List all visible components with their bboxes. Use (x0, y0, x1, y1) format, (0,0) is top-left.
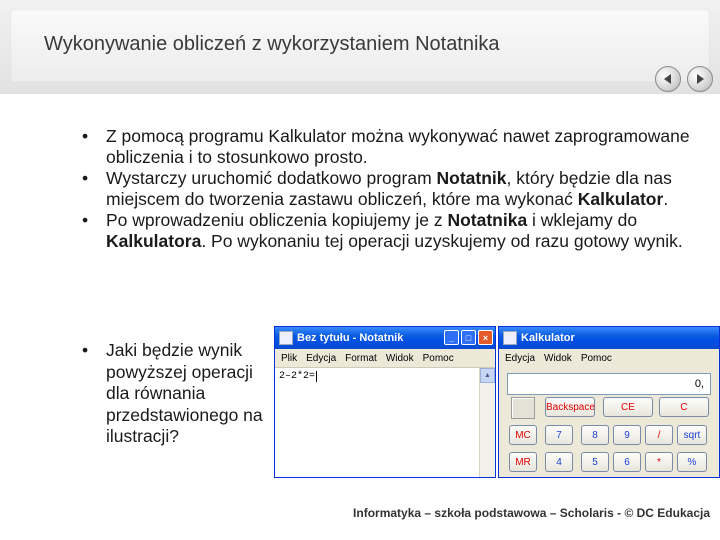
calculator-display: 0, (507, 373, 711, 395)
close-button[interactable]: × (478, 330, 493, 345)
digit-7-button[interactable]: 7 (545, 425, 573, 445)
minimize-button[interactable]: _ (444, 330, 459, 345)
arrow-left-icon (661, 72, 675, 86)
memory-clear-button[interactable]: MC (509, 425, 537, 445)
menu-view[interactable]: Widok (544, 352, 572, 364)
next-slide-button[interactable] (687, 66, 713, 92)
bullet-dot: • (82, 340, 89, 360)
slide-title: Wykonywanie obliczeń z wykorzystaniem Notatnika (44, 33, 500, 55)
memory-indicator (511, 397, 535, 419)
bullet-item: • Wystarczy uruchomić dodatkowo program Notatnik, który będzie dla nas miejscem do tworzenia zastawu obliczeń, które ma wykonać Kalkulator. (82, 168, 672, 209)
notepad-menubar (275, 349, 495, 368)
percent-button[interactable]: % (677, 452, 707, 472)
question-bullet (78, 340, 268, 448)
slide-footer: Informatyka – szkoła podstawowa – Scholaris - © DC Edukacja (353, 506, 710, 520)
digit-4-button[interactable]: 4 (545, 452, 573, 472)
vertical-scrollbar[interactable] (479, 368, 495, 477)
menu-edit[interactable]: Edycja (505, 352, 536, 364)
notepad-title: Bez tytułu - Notatnik (297, 332, 404, 344)
menu-format[interactable]: Format (345, 352, 377, 364)
sqrt-button[interactable]: sqrt (677, 425, 707, 445)
menu-help[interactable]: Pomoc (580, 352, 612, 364)
multiply-button[interactable]: * (645, 452, 673, 472)
calculator-app-icon (503, 331, 517, 345)
divide-button[interactable]: / (645, 425, 673, 445)
calculator-window (498, 326, 720, 478)
notepad-titlebar[interactable] (275, 327, 495, 349)
calculator-titlebar[interactable] (499, 327, 719, 349)
bullet-list (78, 126, 718, 252)
menu-help[interactable]: Pomoc (422, 352, 454, 364)
arrow-right-icon (693, 72, 707, 86)
clear-entry-button[interactable]: CE (603, 397, 653, 417)
digit-5-button[interactable]: 5 (581, 452, 609, 472)
notepad-text: 2–2*2= (279, 371, 316, 382)
bullet-dot: • (82, 126, 89, 146)
menu-edit[interactable]: Edycja (306, 352, 337, 364)
prev-slide-button[interactable] (655, 66, 681, 92)
digit-9-button[interactable]: 9 (613, 425, 641, 445)
menu-view[interactable]: Widok (385, 352, 414, 364)
bullet-item: • Po wprowadzeniu obliczenia kopiujemy je z Notatnika i wklejamy do Kalkulatora. Po wykonaniu tej operacji uzyskujemy od razu gotowy wynik. (82, 210, 683, 251)
maximize-button[interactable]: □ (461, 330, 476, 345)
notepad-text-area[interactable] (275, 368, 495, 385)
digit-6-button[interactable]: 6 (613, 452, 641, 472)
notepad-window (274, 326, 496, 478)
calculator-menubar (499, 349, 719, 367)
bullet-dot: • (82, 210, 89, 230)
memory-recall-button[interactable]: MR (509, 452, 537, 472)
backspace-button[interactable]: Backspace (545, 397, 595, 417)
scroll-up-icon[interactable]: ▲ (480, 368, 495, 383)
text-cursor (316, 371, 323, 382)
question-text: Jaki będzie wynik powyższej operacji dla równania przedstawionego na ilustracji? (106, 340, 263, 446)
notepad-app-icon (279, 331, 293, 345)
clear-button[interactable]: C (659, 397, 709, 417)
bullet-dot: • (82, 168, 89, 188)
calculator-title: Kalkulator (521, 332, 575, 344)
bullet-item: • Z pomocą programu Kalkulator można wykonywać nawet zaprogramowane obliczenia i to stosunkowo prosto. (82, 126, 690, 167)
menu-file[interactable]: Plik (281, 352, 298, 364)
digit-8-button[interactable]: 8 (581, 425, 609, 445)
